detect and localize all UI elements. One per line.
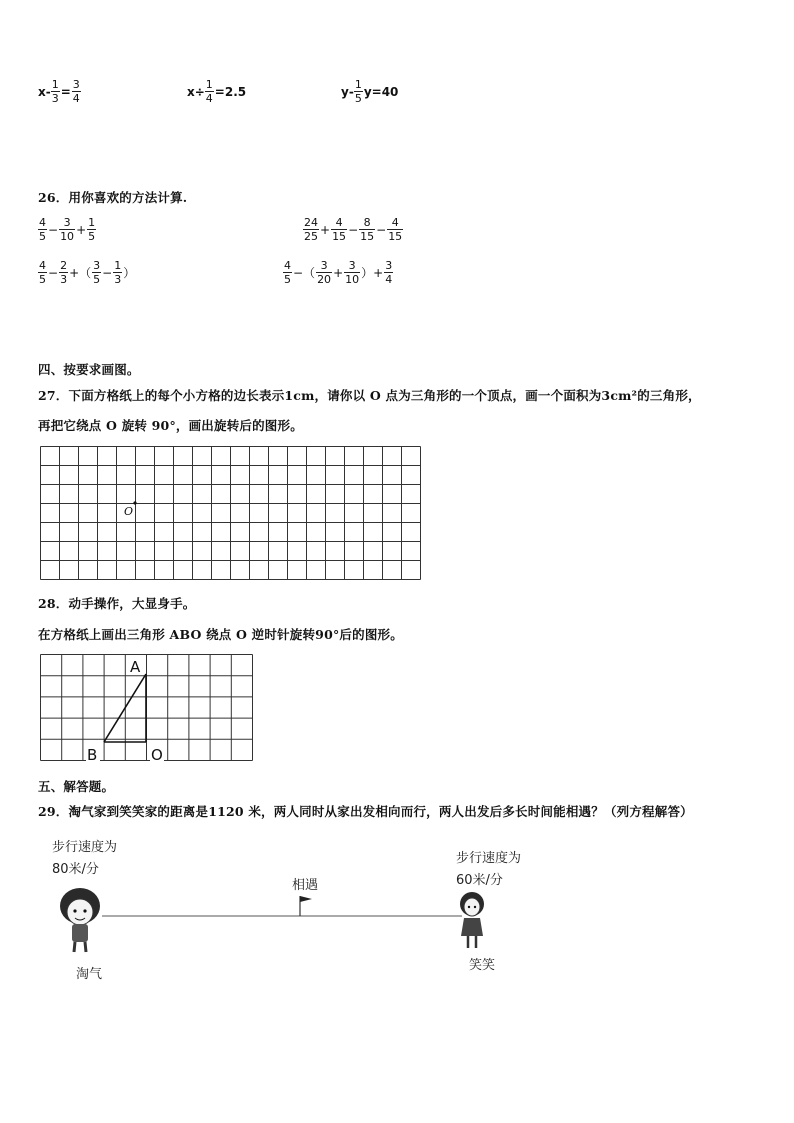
denominator: 20 [317,273,332,286]
fraction [38,259,47,286]
equation-text: x- [38,84,51,99]
denominator: 25 [304,230,318,243]
numerator: 1 [205,78,213,91]
denominator: 4 [385,273,393,286]
equation-2 [187,78,247,105]
right-speed-value: 60米/分 [456,873,503,888]
fraction [354,78,363,105]
denominator: 15 [332,230,347,243]
operator: + [76,222,87,237]
section-4-heading: 四、按要求画图。 [38,362,140,377]
expression-26-1 [38,216,96,243]
numerator: 4 [39,259,46,272]
operator: + [333,265,344,280]
fraction [205,78,214,105]
left-speed-value: 80米/分 [52,862,99,877]
numerator: 1 [354,78,362,91]
point-o-dot [133,501,136,504]
fraction [113,259,122,286]
operator: − [48,222,59,237]
vertex-a-label: A [130,658,141,676]
operator: +（ [69,266,92,280]
numerator: 3 [385,259,393,272]
fraction [59,216,75,243]
section-5-heading: 五、解答题。 [38,779,115,794]
denominator: 15 [360,230,375,243]
denominator: 5 [39,230,46,243]
question-27-line-1: 27．下面方格纸上的每个小方格的边长表示1cm，请你以 O 点为三角形的一个顶点，画一个面积为3cm²的三角形， [38,388,701,403]
operator: − [376,222,387,237]
child-xiaoxiao-icon [460,892,484,948]
denominator: 5 [354,92,362,105]
fraction [38,216,47,243]
denominator: 5 [39,273,46,286]
expression-26-4 [283,259,393,286]
question-28-instruction: 在方格纸上画出三角形 ABO 绕点 O 逆时针旋转90°后的图形。 [38,627,403,642]
fraction [51,78,60,105]
fraction [344,259,360,286]
fraction [72,78,81,105]
denominator: 10 [60,230,75,243]
child-taoqi-icon [60,888,100,952]
fraction [283,259,292,286]
operator: −（ [293,266,316,280]
vertex-o-label: O [151,746,163,764]
operator: − [348,222,359,237]
fraction [92,259,101,286]
numerator: 1 [51,78,59,91]
right-speed-label: 步行速度为 [456,851,522,866]
denominator: 4 [72,92,80,105]
numerator: 8 [363,216,371,229]
operator: − [102,265,113,280]
left-name: 淘气 [76,967,103,982]
fraction [387,216,403,243]
denominator: 5 [284,273,291,286]
fraction [384,259,393,286]
point-o-label: O [124,505,134,518]
left-speed-label: 步行速度为 [52,840,118,855]
operator: − [48,265,59,280]
numerator: 3 [320,259,328,272]
numerator: 3 [63,216,71,229]
equation-text: x÷ [187,84,205,99]
question-26-title: 26．用你喜欢的方法计算. [38,190,188,205]
numerator: 1 [88,216,96,229]
fraction [87,216,96,243]
expression-26-3 [38,259,136,286]
grid-27[interactable] [40,446,422,582]
equation-text: y- [341,84,354,99]
denominator: 10 [345,273,360,286]
equation-text: y=40 [363,84,399,99]
numerator: 3 [93,259,101,272]
question-27-line-2: 再把它绕点 O 旋转 90°，画出旋转后的图形。 [38,418,303,433]
numerator: 24 [304,216,318,229]
equation-text: =2.5 [214,84,247,99]
denominator: 5 [88,230,96,243]
expression-26-2 [303,216,403,243]
question-28-title: 28．动手操作，大显身手。 [38,596,196,611]
right-name: 笑笑 [469,958,496,973]
flag-icon [300,896,312,916]
equation-1 [38,78,81,105]
numerator: 3 [348,259,356,272]
denominator: 3 [114,273,122,286]
denominator: 15 [388,230,403,243]
numerator: 2 [60,259,68,272]
question-29-text: 29．淘气家到笑笑家的距离是1120 米，两人同时从家出发相向而行，两人出发后多长时间能相遇？（列方程解答） [38,804,693,819]
numerator: 3 [72,78,80,91]
operator: + [320,222,331,237]
denominator: 3 [51,92,59,105]
numerator: 4 [284,259,291,272]
numerator: 1 [114,259,122,272]
vertex-b-label: B [87,746,98,764]
fraction [331,216,347,243]
equation-text: = [60,84,71,99]
fraction [303,216,319,243]
denominator: 3 [60,273,68,286]
meet-label: 相遇 [292,878,319,893]
fraction [316,259,332,286]
grid-28[interactable] [40,654,256,766]
fraction [359,216,375,243]
meeting-illustration [50,888,500,960]
denominator: 4 [205,92,213,105]
equation-3 [341,78,399,105]
numerator: 4 [39,216,46,229]
fraction [59,259,68,286]
operator: ）+ [361,266,384,280]
denominator: 5 [93,273,101,286]
numerator: 4 [391,216,399,229]
operator: ） [123,266,136,280]
numerator: 4 [335,216,343,229]
